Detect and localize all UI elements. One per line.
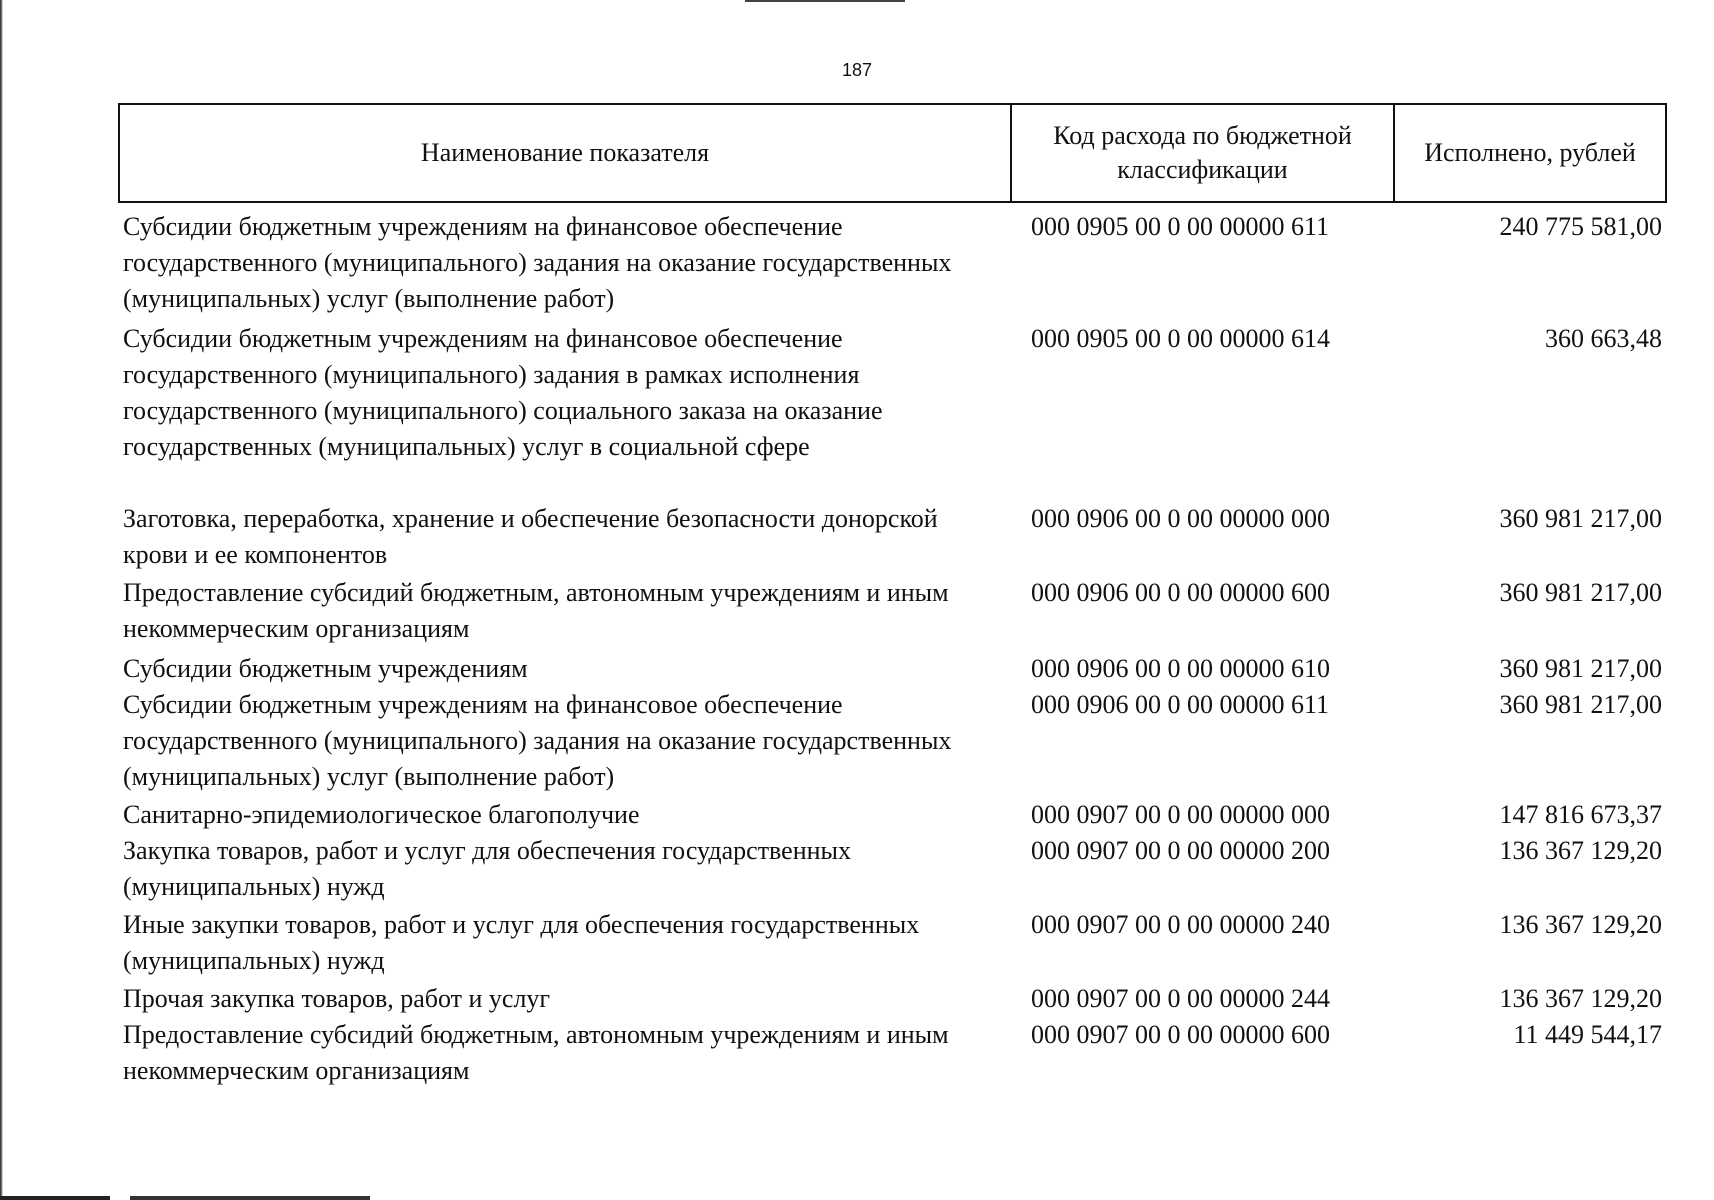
budget-code: 000 0905 00 0 00 00000 614 — [1031, 324, 1330, 353]
scan-left-edge — [0, 0, 3, 1200]
header-executed-amount: Исполнено, рублей — [1394, 104, 1666, 202]
indicator-name: Заготовка, переработка, хранение и обеспечение безопасности донорской крови и ее компонентов — [123, 504, 938, 569]
header-budget-code: Код расхода по бюджетной классификации — [1011, 104, 1394, 202]
executed-amount: 11 449 544,17 — [1513, 1020, 1662, 1049]
table-row — [119, 981, 1666, 1017]
executed-amount: 136 367 129,20 — [1499, 910, 1662, 939]
budget-code: 000 0907 00 0 00 00000 200 — [1031, 836, 1330, 865]
table-row — [119, 202, 1666, 321]
executed-amount: 147 816 673,37 — [1499, 800, 1662, 829]
executed-amount: 360 981 217,00 — [1499, 690, 1662, 719]
budget-code: 000 0906 00 0 00 00000 610 — [1031, 654, 1330, 683]
scan-top-mark — [745, 0, 905, 2]
header-indicator-name: Наименование показателя — [119, 104, 1011, 202]
indicator-name: Иные закупки товаров, работ и услуг для обеспечения государственных (муниципальных) нужд — [123, 910, 920, 975]
executed-amount: 240 775 581,00 — [1499, 212, 1662, 241]
indicator-name: Субсидии бюджетным учреждениям — [123, 654, 528, 683]
indicator-name: Предоставление субсидий бюджетным, автономным учреждениям и иным некоммерческим организациям — [123, 578, 949, 643]
indicator-name: Санитарно-эпидемиологическое благополучие — [123, 800, 640, 829]
indicator-name: Субсидии бюджетным учреждениям на финансовое обеспечение государственного (муниципального) задания на оказание государственных (муниципальных) услуг (выполнение работ) — [123, 212, 952, 313]
budget-code: 000 0907 00 0 00 00000 240 — [1031, 910, 1330, 939]
table-body — [119, 202, 1666, 1089]
indicator-name: Субсидии бюджетным учреждениям на финансовое обеспечение государственного (муниципального) задания в рамках исполнения государственного (муниципального) социального заказа на оказание государственных (муниципальных) услуг в социальной сфере — [123, 324, 883, 461]
table-row — [119, 321, 1666, 501]
indicator-name: Закупка товаров, работ и услуг для обеспечения государственных (муниципальных) нужд — [123, 836, 852, 901]
table-row — [119, 907, 1666, 981]
budget-code: 000 0906 00 0 00 00000 611 — [1031, 690, 1330, 719]
table-row — [119, 501, 1666, 575]
indicator-name: Предоставление субсидий бюджетным, автономным учреждениям и иным некоммерческим организациям — [123, 1020, 949, 1085]
table-row — [119, 651, 1666, 687]
executed-amount: 360 981 217,00 — [1499, 504, 1662, 533]
header-row — [119, 104, 1666, 202]
table-header — [119, 104, 1666, 202]
budget-code: 000 0907 00 0 00 00000 000 — [1031, 800, 1330, 829]
table-row — [119, 797, 1666, 833]
budget-code: 000 0906 00 0 00 00000 600 — [1031, 578, 1330, 607]
table-row — [119, 575, 1666, 651]
budget-execution-table — [118, 103, 1667, 1089]
executed-amount: 136 367 129,20 — [1499, 984, 1662, 1013]
budget-code: 000 0907 00 0 00 00000 600 — [1031, 1020, 1330, 1049]
budget-code: 000 0905 00 0 00 00000 611 — [1031, 212, 1330, 241]
executed-amount: 360 981 217,00 — [1499, 654, 1662, 683]
indicator-name: Прочая закупка товаров, работ и услуг — [123, 984, 551, 1013]
scan-bottom-mark — [0, 1196, 1714, 1200]
table-row — [119, 833, 1666, 907]
executed-amount: 360 663,48 — [1545, 324, 1662, 353]
table-row — [119, 687, 1666, 797]
table-row — [119, 1017, 1666, 1089]
indicator-name: Субсидии бюджетным учреждениям на финансовое обеспечение государственного (муниципального) задания на оказание государственных (муниципальных) услуг (выполнение работ) — [123, 690, 952, 791]
budget-code: 000 0906 00 0 00 00000 000 — [1031, 504, 1330, 533]
budget-code: 000 0907 00 0 00 00000 244 — [1031, 984, 1330, 1013]
page-number: 187 — [841, 60, 873, 80]
executed-amount: 360 981 217,00 — [1499, 578, 1662, 607]
executed-amount: 136 367 129,20 — [1499, 836, 1662, 865]
